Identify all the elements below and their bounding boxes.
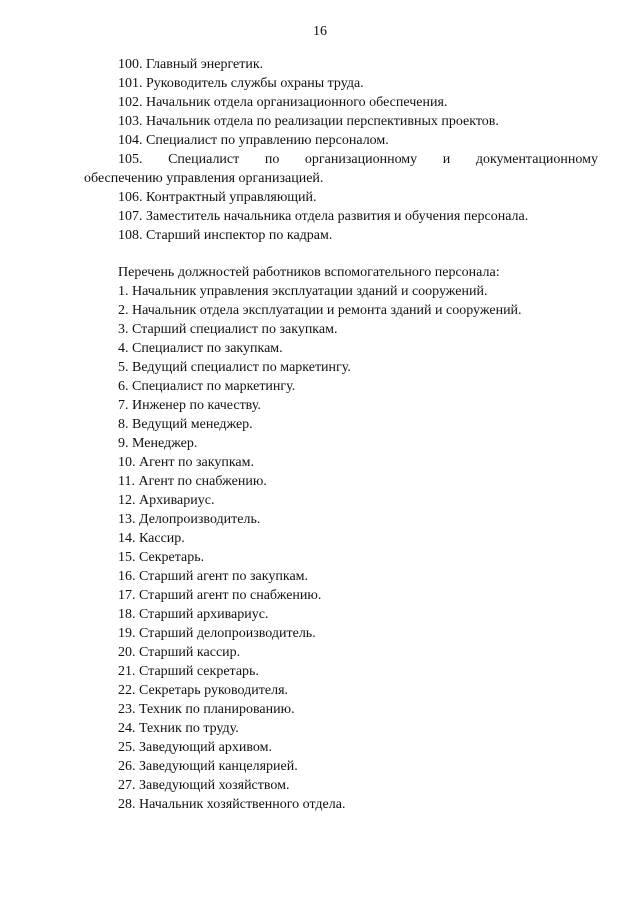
list-item: 6. Специалист по маркетингу.: [118, 379, 296, 394]
list-item: 5. Ведущий специалист по маркетингу.: [118, 360, 351, 375]
list-item: 8. Ведущий менеджер.: [118, 417, 253, 432]
position-list-main: [84, 55, 598, 245]
list-item: 3. Старший специалист по закупкам.: [118, 322, 338, 337]
list-item: 11. Агент по снабжению.: [118, 474, 267, 489]
list-item: 13. Делопроизводитель.: [118, 512, 261, 527]
list-item: 2. Начальник отдела эксплуатации и ремонта зданий и сооружений.: [118, 303, 522, 318]
list-item: 20. Старший кассир.: [118, 645, 241, 660]
list-item: 107. Заместитель начальника отдела развития и обучения персонала.: [118, 209, 529, 224]
list-item: 17. Старший агент по снабжению.: [118, 588, 322, 603]
list-item: 4. Специалист по закупкам.: [118, 341, 283, 356]
list-item: 19. Старший делопроизводитель.: [118, 626, 316, 641]
list-item: 101. Руководитель службы охраны труда.: [118, 76, 364, 91]
list-item: 24. Техник по труду.: [118, 721, 239, 736]
list-item: 102. Начальник отдела организационного обеспечения.: [118, 95, 448, 110]
list-item: 108. Старший инспектор по кадрам.: [118, 228, 333, 243]
position-list-support: [84, 282, 598, 814]
list-item: 27. Заведующий хозяйством.: [118, 778, 290, 793]
list-item: 1. Начальник управления эксплуатации зданий и сооружений.: [118, 284, 488, 299]
list-item: 9. Менеджер.: [118, 436, 198, 451]
list-item: 23. Техник по планированию.: [118, 702, 295, 717]
list-item: 100. Главный энергетик.: [118, 57, 264, 72]
list-item: 104. Специалист по управлению персоналом.: [118, 133, 389, 148]
list-item: 25. Заведующий архивом.: [118, 740, 272, 755]
list-item: 10. Агент по закупкам.: [118, 455, 254, 470]
document-body: [84, 55, 598, 814]
list-item-105-line2: обеспечению управления организацией.: [84, 171, 324, 186]
section-gap: [84, 245, 598, 263]
page-number: 16: [313, 24, 327, 39]
list-item: 12. Архивариус.: [118, 493, 215, 508]
list-item: 21. Старший секретарь.: [118, 664, 259, 679]
list-item-105-line1: 105. Специалист по организационному и документационному: [118, 152, 598, 167]
list-item: 14. Кассир.: [118, 531, 185, 546]
list-item: 106. Контрактный управляющий.: [118, 190, 317, 205]
list-item: 16. Старший агент по закупкам.: [118, 569, 309, 584]
list-item: 28. Начальник хозяйственного отдела.: [118, 797, 346, 812]
section-heading: Перечень должностей работников вспомогательного персонала:: [118, 265, 500, 280]
list-item: 26. Заведующий канцелярией.: [118, 759, 298, 774]
list-item: 22. Секретарь руководителя.: [118, 683, 289, 698]
list-item: 15. Секретарь.: [118, 550, 205, 565]
list-item: 7. Инженер по качеству.: [118, 398, 261, 413]
list-item: 18. Старший архивариус.: [118, 607, 269, 622]
list-item: 103. Начальник отдела по реализации перспективных проектов.: [118, 114, 499, 129]
